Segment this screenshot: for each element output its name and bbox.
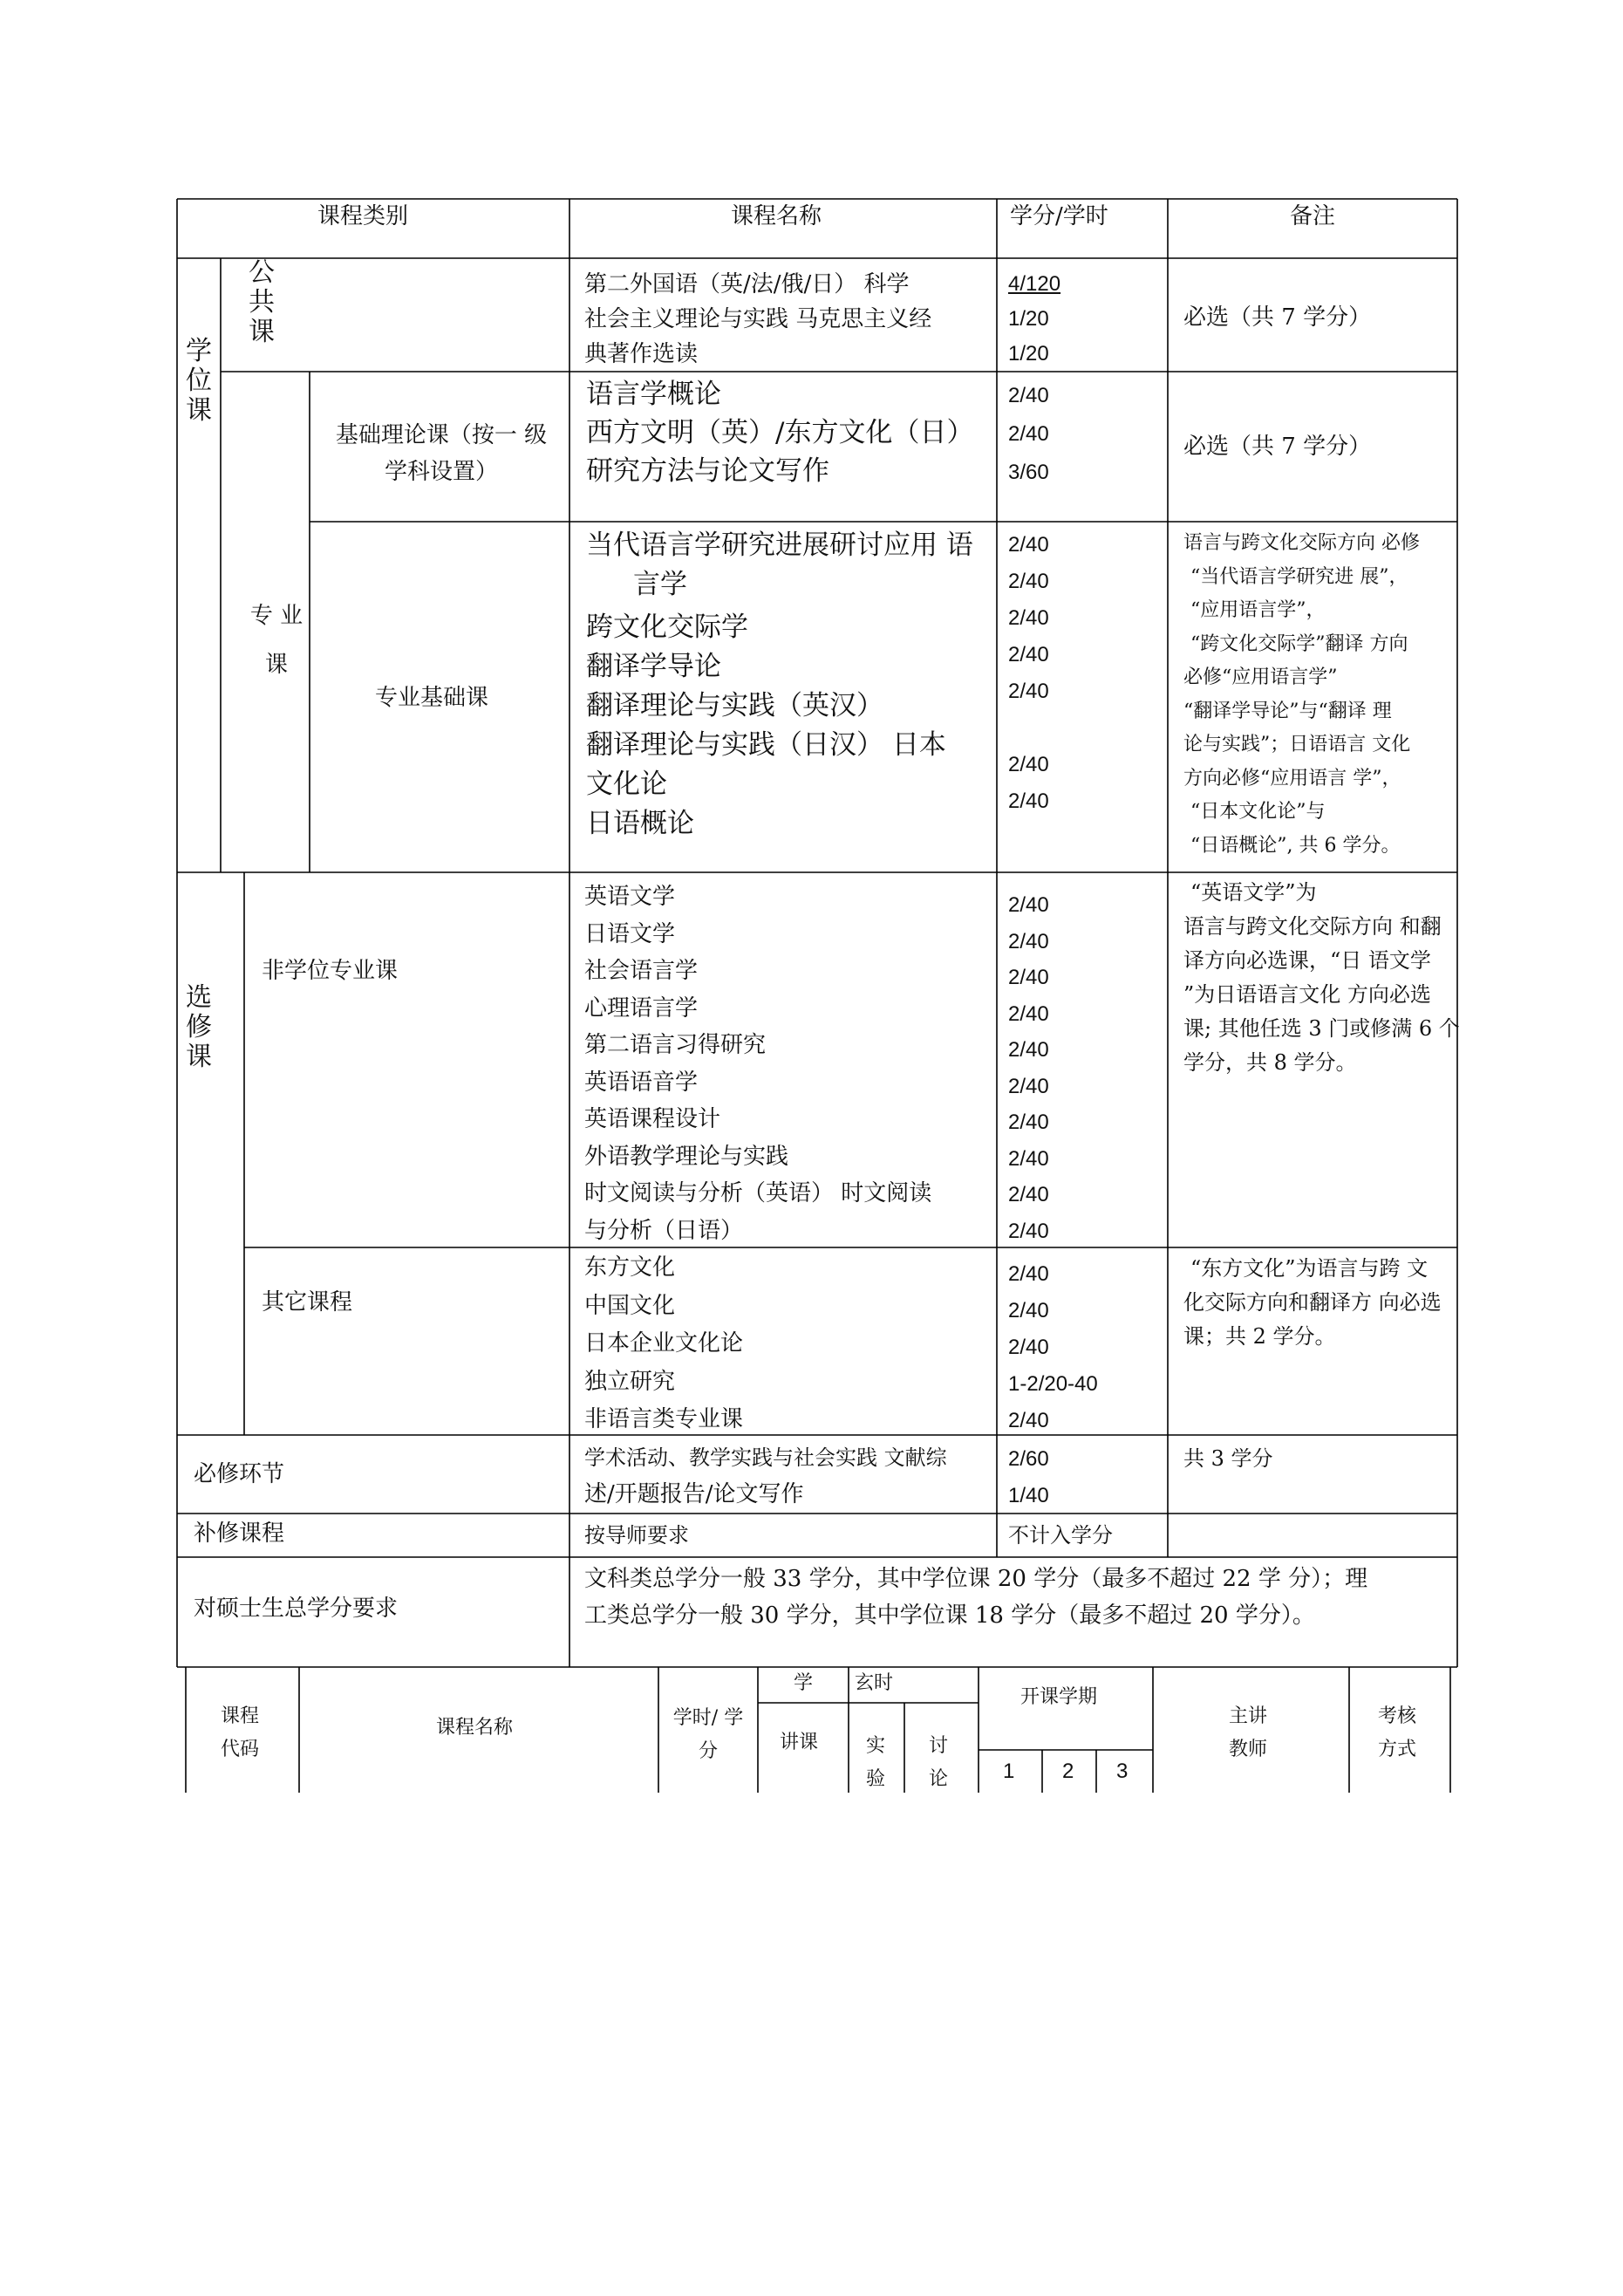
course-name-header: 课程名称 [436,1717,514,1739]
semester-1: 1 [1003,1760,1015,1783]
other-credits-list: 2/40 2/40 2/40 1-2/20-40 2/40 [1008,1262,1098,1432]
semester-header: 开课学期 [1020,1686,1098,1708]
supplementary-label: 补修课程 [194,1520,285,1547]
course-code-header: 课程 代码 [221,1705,260,1760]
foundation-note: 语言与跨文化交际方向 必修 “当代语言学研究进 展”， “应用语言学”， “跨文化交际学”翻译 方向 必修“应用语言学” “翻译学导论”与“翻译 理 论与实践”；日语语言 文化 方向必修“应用语言 学”， “日本文化论”与 “日语概论”, 共 6 学分。 [1183,532,1420,857]
header-credits: 学分/学时 [1010,203,1108,229]
required-link-label: 必修环节 [194,1461,285,1487]
foundation-course-label: 专业基础课 [375,685,489,711]
hours-split-header-a: 学 [794,1672,814,1694]
major-course-label: 专 业 课 [249,603,303,678]
public-course-list: 第二外国语（英/法/俄/日） 科学 社会主义理论与实践 马克思主义经 典著作选读 [584,271,932,367]
header-notes: 备注 [1290,203,1336,229]
other-note: “东方文化”为语言与跨 文 化交际方向和翻译方 向必选 课；共 2 学分。 [1183,1256,1442,1349]
foundation-credits-list: 2/40 2/40 2/40 2/40 2/40 2/40 2/40 [1008,533,1049,813]
hours-split-header-b: 玄时 [855,1672,894,1694]
required-link-credits-list: 2/60 1/40 [1008,1447,1049,1507]
header-category: 课程类别 [317,203,409,229]
discussion-header: 讨 论 [929,1735,949,1790]
other-course-list: 东方文化 中国文化 日本企业文化论 独立研究 非语言类专业课 [584,1254,744,1432]
non-degree-note: “英语文学”为 语言与跨文化交际方向 和翻 译方向必选课，“日 语文学 ”为日语语言文化 方向必选 课; 其他任选 3 门或修满 6 个 学分，共 8 学分。 [1183,880,1460,1075]
basic-theory-note: 必选（共 7 学分） [1183,434,1372,460]
lab-header: 实 验 [866,1735,886,1790]
hours-credits-header: 学时/ 学 分 [672,1707,744,1762]
required-link-note: 共 3 学分 [1183,1446,1273,1471]
basic-theory-label: 基础理论课（按一 级 学科设置） [335,422,548,485]
foundation-course-list: 跨文化交际学 翻译学导论 翻译理论与实践（英汉） 翻译理论与实践（日汉） 日本 文化论 日语概论 [586,612,946,839]
degree-course-label: 学位课 [186,336,212,426]
lecture-header: 讲课 [780,1732,819,1753]
public-course-label: 公共课 [249,257,275,347]
total-requirement-label: 对硕士生总学分要求 [194,1596,399,1622]
other-courses-label: 其它课程 [262,1289,353,1315]
foundation-course-1: 言学 [633,569,687,600]
header-course-name: 课程名称 [731,203,822,229]
semester-2: 2 [1062,1760,1074,1783]
required-link-course-list: 学术活动、教学实践与社会实践 文献综 述/开题报告/论文写作 [584,1445,947,1507]
non-degree-label: 非学位专业课 [262,958,399,984]
supplementary-credits: 不计入学分 [1008,1523,1113,1548]
basic-theory-course-list: 语言学概论 西方文明（英）/东方文化（日） 研究方法与论文写作 [586,379,974,487]
elective-course-label: 选修课 [186,982,212,1072]
public-credits-list: 4/120 1/20 1/20 [1008,272,1061,366]
total-requirement-text: 文科类总学分一般 33 学分，其中学位课 20 学分（最多不超过 22 学 分）；理 工类总学分一般 30 学分，其中学位课 18 学分（最多不超过 20 学分）。 [584,1566,1368,1629]
basic-theory-credits-list: 2/40 2/40 3/60 [1008,384,1049,484]
exam-method-header: 考核 方式 [1378,1705,1417,1760]
supplementary-course: 按导师要求 [584,1523,689,1548]
public-note: 必选（共 7 学分） [1183,304,1372,331]
non-degree-course-list: 英语文学 日语文学 社会语言学 心理语言学 第二语言习得研究 英语语音学 英语课程设计 外语教学理论与实践 时文阅读与分析（英语） 时文阅读 与分析（日语） [584,884,932,1244]
teacher-header: 主讲 教师 [1229,1705,1268,1760]
semester-3: 3 [1116,1760,1129,1783]
non-degree-credits-list: 2/40 2/40 2/40 2/40 2/40 2/40 2/40 2/40 2/40 2/40 [1008,893,1049,1243]
foundation-course-0: 当代语言学研究进展研讨应用 语 [586,530,973,561]
